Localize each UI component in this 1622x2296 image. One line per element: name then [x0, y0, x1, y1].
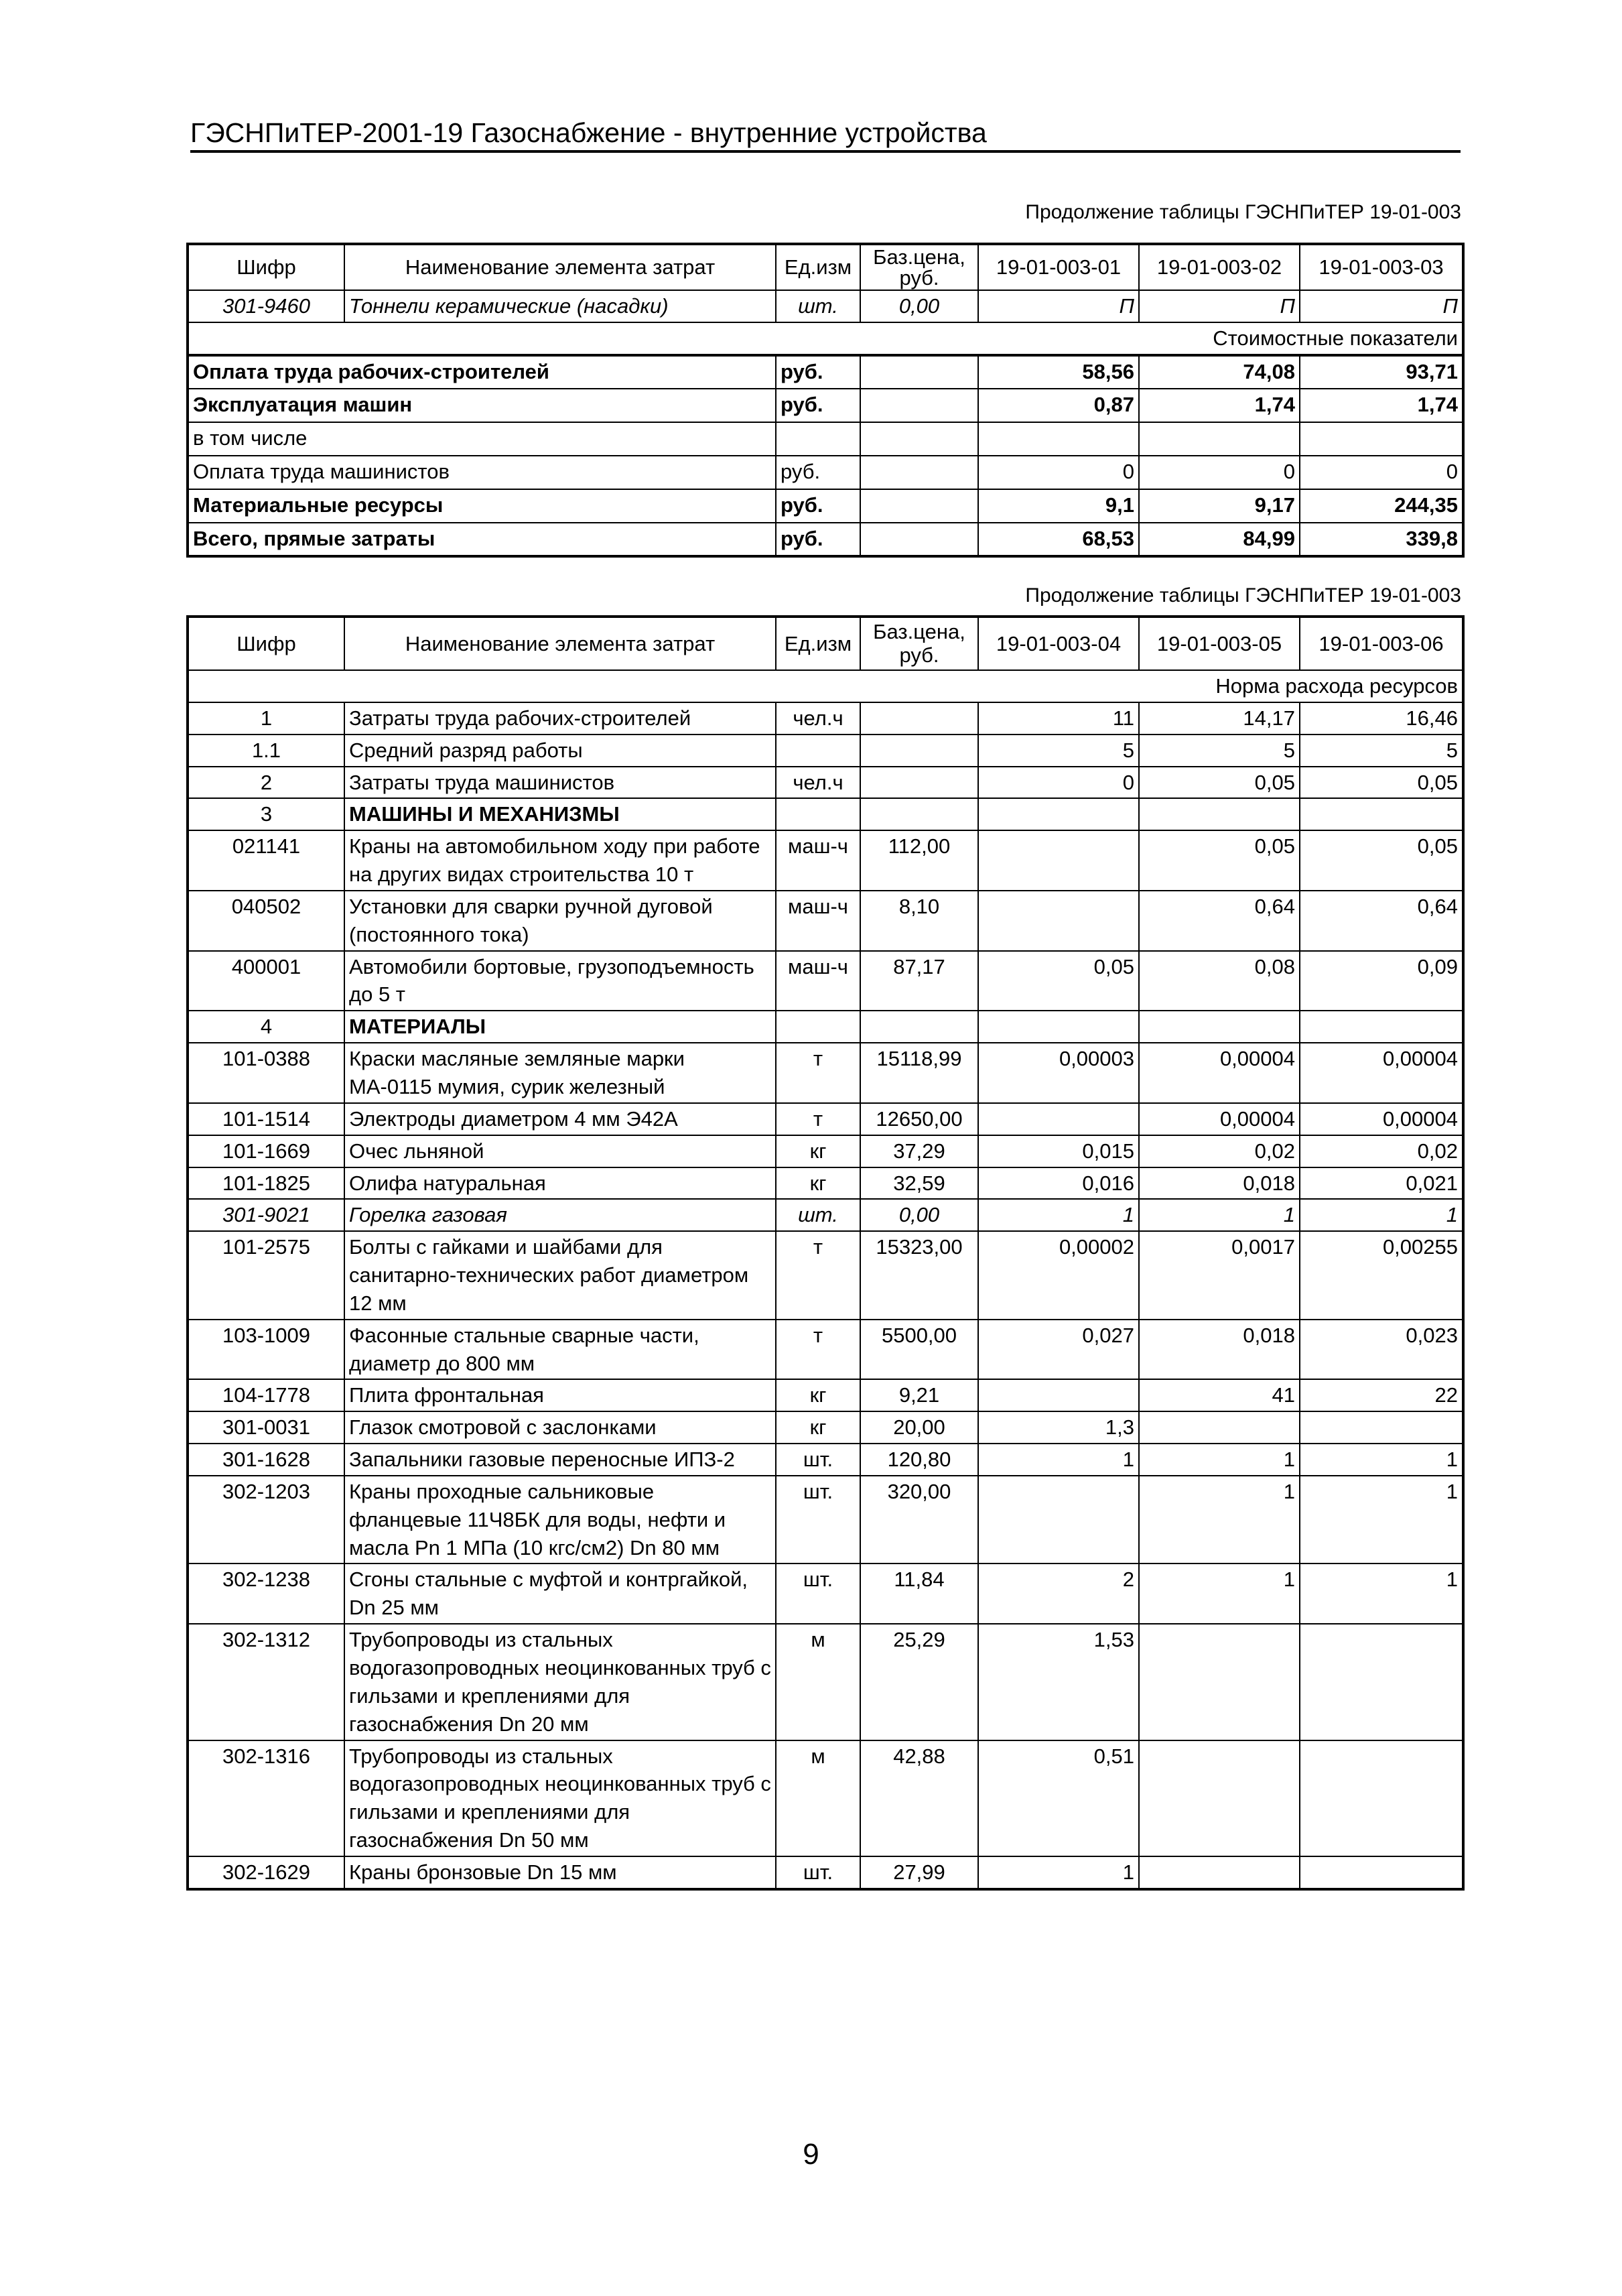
- row-v1: 0,027: [978, 1320, 1139, 1380]
- row-code: 021141: [188, 830, 344, 891]
- row-price: 25,29: [860, 1624, 978, 1740]
- row-price: 12650,00: [860, 1103, 978, 1135]
- row-unit: руб.: [776, 355, 860, 389]
- page-number: 9: [803, 2138, 819, 2171]
- row-name: Оплата труда машинистов: [188, 456, 776, 489]
- row-v3: 5: [1300, 735, 1463, 767]
- row-code: 400001: [188, 951, 344, 1011]
- row-name: Эксплуатация машин: [188, 389, 776, 422]
- row-price: 120,80: [860, 1444, 978, 1476]
- row-v2: 0,08: [1139, 951, 1300, 1011]
- table-row: [188, 1624, 1463, 1740]
- row-v2: 84,99: [1139, 523, 1300, 556]
- table1-continuation-caption: Продолжение таблицы ГЭСНПиТЕР 19-01-003: [1025, 201, 1461, 223]
- row-code: 302-1238: [188, 1564, 344, 1624]
- row-unit: [776, 1011, 860, 1043]
- row-name: Затраты труда машинистов: [344, 767, 776, 799]
- row-code: 4: [188, 1011, 344, 1043]
- row-unit: маш-ч: [776, 951, 860, 1011]
- row-name: Оплата труда рабочих-строителей: [188, 355, 776, 389]
- row-v2: 0,0017: [1139, 1231, 1300, 1320]
- row-price: [860, 798, 978, 830]
- table-row: [188, 1379, 1463, 1411]
- row-name: Фасонные стальные сварные части, диаметр до 800 мм: [344, 1320, 776, 1380]
- row-v2: 0,05: [1139, 767, 1300, 799]
- row-price: 15118,99: [860, 1043, 978, 1103]
- row-v2: [1139, 1856, 1300, 1889]
- table-row: [188, 891, 1463, 951]
- table2-continuation-caption: Продолжение таблицы ГЭСНПиТЕР 19-01-003: [1025, 584, 1461, 607]
- row-code: 302-1312: [188, 1624, 344, 1740]
- row-name: Электроды диаметром 4 мм Э42А: [344, 1103, 776, 1135]
- row-code: 1: [188, 702, 344, 735]
- row-code: 101-1514: [188, 1103, 344, 1135]
- row-v1: 0: [978, 767, 1139, 799]
- row-unit: кг: [776, 1135, 860, 1167]
- row-v3: 339,8: [1300, 523, 1463, 556]
- row-unit: чел.ч: [776, 767, 860, 799]
- row-v2: 0,018: [1139, 1320, 1300, 1380]
- row-v1: 1,3: [978, 1411, 1139, 1444]
- row-price: 9,21: [860, 1379, 978, 1411]
- row-v3: [1300, 1411, 1463, 1444]
- row-unit: руб.: [776, 456, 860, 489]
- row-v3: 0: [1300, 456, 1463, 489]
- section-label: Стоимостные показатели: [188, 322, 1463, 355]
- row-name: Краны на автомобильном ходу при работе на других видах строительства 10 т: [344, 830, 776, 891]
- row-v3: 1: [1300, 1476, 1463, 1564]
- row-price: 37,29: [860, 1135, 978, 1167]
- row-code: 301-0031: [188, 1411, 344, 1444]
- row-unit: маш-ч: [776, 830, 860, 891]
- row-unit: кг: [776, 1411, 860, 1444]
- row-v1: [978, 891, 1139, 951]
- row-name: Болты с гайками и шайбами для санитарно-технических работ диаметром 12 мм: [344, 1231, 776, 1320]
- row-code: 3: [188, 798, 344, 830]
- row-v1: 0,00002: [978, 1231, 1139, 1320]
- row-v3: [1300, 1624, 1463, 1740]
- row-unit: шт.: [776, 1444, 860, 1476]
- row-code: 104-1778: [188, 1379, 344, 1411]
- row-v1: [978, 1011, 1139, 1043]
- row-unit: [776, 735, 860, 767]
- row-v1: 1,53: [978, 1624, 1139, 1740]
- row-v2: [1139, 422, 1300, 456]
- table-row: [188, 523, 1463, 556]
- row-v3: 0,00004: [1300, 1043, 1463, 1103]
- table-row: [188, 1740, 1463, 1856]
- row-unit: т: [776, 1043, 860, 1103]
- col-header-unit: Ед.изм: [776, 244, 860, 290]
- table-row: [188, 1167, 1463, 1200]
- row-v1: 9,1: [978, 489, 1139, 523]
- row-price: [860, 735, 978, 767]
- row-unit: руб.: [776, 489, 860, 523]
- row-name: Всего, прямые затраты: [188, 523, 776, 556]
- row-v1: [978, 830, 1139, 891]
- row-code: 101-2575: [188, 1231, 344, 1320]
- table-row: [188, 1043, 1463, 1103]
- row-v2: 5: [1139, 735, 1300, 767]
- row-unit: шт.: [776, 1564, 860, 1624]
- row-code: 101-1669: [188, 1135, 344, 1167]
- col-header-code: Шифр: [188, 244, 344, 290]
- table-row: [188, 1199, 1463, 1231]
- row-price: 11,84: [860, 1564, 978, 1624]
- row-name: в том числе: [188, 422, 776, 456]
- row-code: 040502: [188, 891, 344, 951]
- row-unit: чел.ч: [776, 702, 860, 735]
- table-row: [188, 1444, 1463, 1476]
- row-unit: т: [776, 1231, 860, 1320]
- table-row: [188, 355, 1463, 389]
- col-header-unit: Ед.изм: [776, 617, 860, 670]
- row-v2: [1139, 1740, 1300, 1856]
- row-v2: 0,00004: [1139, 1043, 1300, 1103]
- row-price: 42,88: [860, 1740, 978, 1856]
- row-name: Средний разряд работы: [344, 735, 776, 767]
- col-header-v1: 19-01-003-01: [978, 244, 1139, 290]
- row-v3: 0,05: [1300, 767, 1463, 799]
- row-unit: т: [776, 1320, 860, 1380]
- row-name: МАШИНЫ И МЕХАНИЗМЫ: [344, 798, 776, 830]
- row-v2: [1139, 798, 1300, 830]
- cost-indicators-table: [186, 243, 1465, 558]
- row-unit: маш-ч: [776, 891, 860, 951]
- row-code: 302-1629: [188, 1856, 344, 1889]
- row-name: Олифа натуральная: [344, 1167, 776, 1200]
- row-name: Автомобили бортовые, грузоподъемность до 5 т: [344, 951, 776, 1011]
- row-v3: 1: [1300, 1564, 1463, 1624]
- row-price: 15323,00: [860, 1231, 978, 1320]
- row-price: 0,00: [860, 1199, 978, 1231]
- row-name: Очес льняной: [344, 1135, 776, 1167]
- row-unit: [776, 798, 860, 830]
- row-v3: 0,05: [1300, 830, 1463, 891]
- row-unit: шт.: [776, 1856, 860, 1889]
- row-price: [860, 489, 978, 523]
- row-v3: 16,46: [1300, 702, 1463, 735]
- row-v1: [978, 1476, 1139, 1564]
- row-unit: [776, 422, 860, 456]
- row-v1: 11: [978, 702, 1139, 735]
- row-unit: шт.: [776, 1476, 860, 1564]
- row-code: 103-1009: [188, 1320, 344, 1380]
- section-label: Норма расхода ресурсов: [188, 670, 1463, 702]
- row-name: Установки для сварки ручной дуговой (постоянного тока): [344, 891, 776, 951]
- row-v2: 0,05: [1139, 830, 1300, 891]
- row-v1: 0,00003: [978, 1043, 1139, 1103]
- row-price: [860, 1011, 978, 1043]
- row-v2: [1139, 1011, 1300, 1043]
- row-code: 1.1: [188, 735, 344, 767]
- row-v1: 0,015: [978, 1135, 1139, 1167]
- row-v1: 68,53: [978, 523, 1139, 556]
- table-row: [188, 1320, 1463, 1380]
- row-v3: [1300, 1856, 1463, 1889]
- col-header-code: Шифр: [188, 617, 344, 670]
- row-price: [860, 389, 978, 422]
- row-unit: кг: [776, 1379, 860, 1411]
- row-v1: [978, 1379, 1139, 1411]
- row-v1: 0: [978, 456, 1139, 489]
- table-row: [188, 1411, 1463, 1444]
- row-price: 8,10: [860, 891, 978, 951]
- row-code: 101-1825: [188, 1167, 344, 1200]
- row-v2: [1139, 1411, 1300, 1444]
- row-name: Горелка газовая: [344, 1199, 776, 1231]
- row-price: [860, 456, 978, 489]
- row-v3: [1300, 1740, 1463, 1856]
- page-header: ГЭСНПиТЕР-2001-19 Газоснабжение - внутренние устройства: [190, 115, 1461, 153]
- row-name: Материальные ресурсы: [188, 489, 776, 523]
- table-row: [188, 1231, 1463, 1320]
- col-header-v2: 19-01-003-05: [1139, 617, 1300, 670]
- row-price: [860, 523, 978, 556]
- item-code: 301-9460: [188, 290, 344, 322]
- row-price: 27,99: [860, 1856, 978, 1889]
- row-v3: 0,00255: [1300, 1231, 1463, 1320]
- row-v1: 58,56: [978, 355, 1139, 389]
- row-v2: 41: [1139, 1379, 1300, 1411]
- row-code: 301-9021: [188, 1199, 344, 1231]
- row-v1: [978, 798, 1139, 830]
- row-name: Затраты труда рабочих-строителей: [344, 702, 776, 735]
- table-row: [188, 735, 1463, 767]
- table-row: [188, 456, 1463, 489]
- table-row: [188, 290, 1463, 322]
- row-v1: 0,87: [978, 389, 1139, 422]
- row-code: 301-1628: [188, 1444, 344, 1476]
- row-v3: 0,02: [1300, 1135, 1463, 1167]
- row-v2: 0,02: [1139, 1135, 1300, 1167]
- row-price: 32,59: [860, 1167, 978, 1200]
- row-price: [860, 355, 978, 389]
- table-row: [188, 389, 1463, 422]
- row-v3: [1300, 422, 1463, 456]
- row-price: 320,00: [860, 1476, 978, 1564]
- table-row: [188, 1476, 1463, 1564]
- row-v1: 0,05: [978, 951, 1139, 1011]
- row-v3: 1,74: [1300, 389, 1463, 422]
- row-v2: 1: [1139, 1564, 1300, 1624]
- row-v2: 1: [1139, 1476, 1300, 1564]
- row-v3: 0,023: [1300, 1320, 1463, 1380]
- row-v1: 2: [978, 1564, 1139, 1624]
- row-name: МАТЕРИАЛЫ: [344, 1011, 776, 1043]
- item-v1: П: [978, 290, 1139, 322]
- row-v2: 0: [1139, 456, 1300, 489]
- row-unit: м: [776, 1624, 860, 1740]
- col-header-v3: 19-01-003-03: [1300, 244, 1463, 290]
- row-v3: 0,00004: [1300, 1103, 1463, 1135]
- row-v1: [978, 1103, 1139, 1135]
- row-v2: 1: [1139, 1199, 1300, 1231]
- row-v3: [1300, 1011, 1463, 1043]
- col-header-v1: 19-01-003-04: [978, 617, 1139, 670]
- row-unit: кг: [776, 1167, 860, 1200]
- row-name: Краны проходные сальниковые фланцевые 11Ч8БК для воды, нефти и масла Pn 1 МПа (10 кгс/см2) Dn 80 мм: [344, 1476, 776, 1564]
- row-unit: руб.: [776, 523, 860, 556]
- table-row: [188, 1011, 1463, 1043]
- row-v3: 22: [1300, 1379, 1463, 1411]
- table-row: [188, 830, 1463, 891]
- table-row: [188, 1135, 1463, 1167]
- col-header-name: Наименование элемента затрат: [344, 244, 776, 290]
- col-header-name: Наименование элемента затрат: [344, 617, 776, 670]
- resource-norms-table: [186, 615, 1465, 1891]
- item-unit: шт.: [776, 290, 860, 322]
- item-name: Тоннели керамические (насадки): [344, 290, 776, 322]
- row-v3: 93,71: [1300, 355, 1463, 389]
- row-v2: 0,018: [1139, 1167, 1300, 1200]
- table-row: [188, 1564, 1463, 1624]
- row-v1: 0,016: [978, 1167, 1139, 1200]
- row-v2: 1: [1139, 1444, 1300, 1476]
- table-row: [188, 1103, 1463, 1135]
- table-row: [188, 951, 1463, 1011]
- row-v2: 0,00004: [1139, 1103, 1300, 1135]
- row-v3: 0,021: [1300, 1167, 1463, 1200]
- row-code: 2: [188, 767, 344, 799]
- row-v1: [978, 422, 1139, 456]
- row-code: 101-0388: [188, 1043, 344, 1103]
- row-v2: 9,17: [1139, 489, 1300, 523]
- row-v3: [1300, 798, 1463, 830]
- row-code: 302-1316: [188, 1740, 344, 1856]
- row-v1: 0,51: [978, 1740, 1139, 1856]
- table-row: [188, 1856, 1463, 1889]
- col-header-price: Баз.цена, руб.: [860, 244, 978, 290]
- row-v2: 74,08: [1139, 355, 1300, 389]
- col-header-v3: 19-01-003-06: [1300, 617, 1463, 670]
- row-v3: 244,35: [1300, 489, 1463, 523]
- table-row: [188, 767, 1463, 799]
- row-v3: 0,64: [1300, 891, 1463, 951]
- row-unit: руб.: [776, 389, 860, 422]
- row-v3: 1: [1300, 1199, 1463, 1231]
- row-unit: шт.: [776, 1199, 860, 1231]
- row-v1: 1: [978, 1856, 1139, 1889]
- item-v2: П: [1139, 290, 1300, 322]
- row-price: [860, 702, 978, 735]
- row-v3: 0,09: [1300, 951, 1463, 1011]
- row-v1: 5: [978, 735, 1139, 767]
- row-v2: [1139, 1624, 1300, 1740]
- row-price: [860, 422, 978, 456]
- row-name: Глазок смотровой с заслонками: [344, 1411, 776, 1444]
- row-name: Трубопроводы из стальных водогазопроводных неоцинкованных труб с гильзами и креплениями для газоснабжения Dn 20 мм: [344, 1624, 776, 1740]
- table-row: [188, 798, 1463, 830]
- row-price: [860, 767, 978, 799]
- row-v2: 0,64: [1139, 891, 1300, 951]
- row-price: 20,00: [860, 1411, 978, 1444]
- col-header-price: Баз.цена, руб.: [860, 617, 978, 670]
- row-name: Запальники газовые переносные ИПЗ-2: [344, 1444, 776, 1476]
- row-price: 112,00: [860, 830, 978, 891]
- table-row: [188, 702, 1463, 735]
- row-v1: 1: [978, 1444, 1139, 1476]
- table-row: [188, 422, 1463, 456]
- row-v1: 1: [978, 1199, 1139, 1231]
- item-price: 0,00: [860, 290, 978, 322]
- row-unit: т: [776, 1103, 860, 1135]
- row-v2: 1,74: [1139, 389, 1300, 422]
- row-name: Краски масляные земляные марки МА-0115 мумия, сурик железный: [344, 1043, 776, 1103]
- row-name: Сгоны стальные с муфтой и контргайкой, Dn 25 мм: [344, 1564, 776, 1624]
- row-v2: 14,17: [1139, 702, 1300, 735]
- row-unit: м: [776, 1740, 860, 1856]
- row-price: 5500,00: [860, 1320, 978, 1380]
- row-code: 302-1203: [188, 1476, 344, 1564]
- col-header-v2: 19-01-003-02: [1139, 244, 1300, 290]
- row-name: Трубопроводы из стальных водогазопроводных неоцинкованных труб с гильзами и креплениями для газоснабжения Dn 50 мм: [344, 1740, 776, 1856]
- row-name: Краны бронзовые Dn 15 мм: [344, 1856, 776, 1889]
- item-v3: П: [1300, 290, 1463, 322]
- row-v3: 1: [1300, 1444, 1463, 1476]
- table-row: [188, 489, 1463, 523]
- row-name: Плита фронтальная: [344, 1379, 776, 1411]
- row-price: 87,17: [860, 951, 978, 1011]
